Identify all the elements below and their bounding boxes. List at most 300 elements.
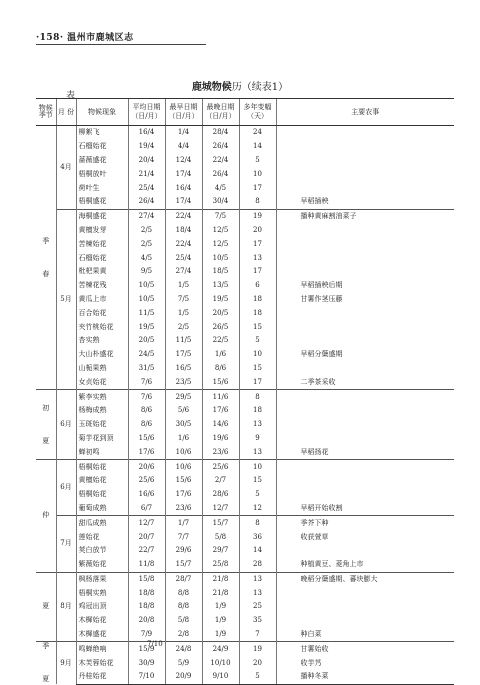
table-row — [36, 320, 454, 334]
range-cell: 15 — [239, 320, 276, 334]
season-mid-summer — [36, 460, 56, 572]
latest-date-cell: 12/5 — [202, 224, 239, 238]
season-char: 仲 — [42, 511, 50, 520]
table-row — [36, 224, 454, 238]
earliest-date-cell: 20/9 — [165, 670, 202, 684]
latest-date-cell: 12/5 — [202, 237, 239, 251]
latest-date-cell: 15/7 — [202, 516, 239, 530]
latest-date-cell: 12/7 — [202, 502, 239, 516]
earliest-date-cell: 5/6 — [165, 404, 202, 418]
farming-cell: 早稻分蘖盛期 — [276, 348, 454, 362]
earliest-date-cell: 2/8 — [165, 628, 202, 642]
table-row — [36, 237, 454, 251]
table-row — [36, 167, 454, 181]
earliest-date-cell: 8/8 — [165, 600, 202, 614]
table-label: 表 — [66, 91, 76, 101]
latest-date-cell: 1/9 — [202, 600, 239, 614]
farming-cell — [276, 140, 454, 154]
phenomenon-cell: 蝉初鸣 — [76, 445, 128, 459]
phenomenon-cell: 杨梅成熟 — [76, 404, 128, 418]
earliest-date-cell: 29/5 — [165, 390, 202, 404]
latest-date-cell: 5/8 — [202, 530, 239, 544]
earliest-date-cell: 17/5 — [165, 348, 202, 362]
range-cell: 20 — [239, 656, 276, 670]
farming-cell — [276, 126, 454, 140]
avg-date-cell: 11/5 — [128, 306, 165, 320]
latest-date-cell: 13/5 — [202, 279, 239, 293]
farming-cell: 晚稻分蘖盛期、蕃块膨大 — [276, 572, 454, 586]
table-row — [36, 572, 454, 586]
range-cell: 25 — [239, 600, 276, 614]
range-cell: 17 — [239, 237, 276, 251]
avg-date-cell: 4/5 — [128, 251, 165, 265]
table-row — [36, 404, 454, 418]
avg-date-cell: 12/7 — [128, 516, 165, 530]
range-cell: 13 — [239, 586, 276, 600]
range-cell: 12 — [239, 502, 276, 516]
earliest-date-cell: 16/5 — [165, 362, 202, 376]
earliest-date-cell: 24/8 — [165, 642, 202, 656]
table-row — [36, 558, 454, 572]
range-cell: 5 — [239, 154, 276, 168]
latest-date-cell: 19/5 — [202, 293, 239, 307]
avg-date-cell: 11/8 — [128, 558, 165, 572]
range-cell: 24 — [239, 126, 276, 140]
phenomenon-cell: 莲始花 — [76, 530, 128, 544]
phenomenon-cell: 梧桐始花 — [76, 488, 128, 502]
earliest-date-cell: 11/5 — [165, 334, 202, 348]
avg-date-cell: 18/8 — [128, 586, 165, 600]
phenomenon-cell: 黄檀始花 — [76, 474, 128, 488]
phenomenon-cell: 梧桐盛花 — [76, 195, 128, 209]
table-row — [36, 375, 454, 389]
farming-cell: 种植黄豆、菱角上市 — [276, 558, 454, 572]
phenomenon-cell: 枇杷果黄 — [76, 265, 128, 279]
phenology-table — [36, 98, 454, 685]
farming-cell — [276, 614, 454, 628]
avg-date-cell: 20/8 — [128, 614, 165, 628]
phenomenon-cell: 梧桐实熟 — [76, 586, 128, 600]
range-cell: 10 — [239, 460, 276, 474]
table-row — [36, 181, 454, 195]
farming-cell — [276, 418, 454, 432]
latest-date-cell: 2/7 — [202, 474, 239, 488]
month-cell: 7月 — [56, 516, 76, 572]
farming-cell — [276, 474, 454, 488]
range-cell: 10 — [239, 348, 276, 362]
phenomenon-cell: 木樨盛花 — [76, 628, 128, 642]
latest-date-cell: 25/6 — [202, 460, 239, 474]
col-avg-date-l1: 平均日期 — [132, 103, 161, 111]
table-row — [36, 362, 454, 376]
season-char: 初 — [42, 403, 50, 412]
phenomenon-cell: 梧桐始花 — [76, 460, 128, 474]
earliest-date-cell: 4/4 — [165, 140, 202, 154]
range-cell: 15 — [239, 362, 276, 376]
table-row — [36, 418, 454, 432]
earliest-date-cell: 17/6 — [165, 488, 202, 502]
phenomenon-cell: 苦楝花残 — [76, 279, 128, 293]
earliest-date-cell: 1/4 — [165, 126, 202, 140]
latest-date-cell: 9/10 — [202, 670, 239, 684]
farming-cell — [276, 224, 454, 238]
earliest-date-cell: 7/5 — [165, 293, 202, 307]
phenomenon-cell: 百合始花 — [76, 306, 128, 320]
table-row — [36, 614, 454, 628]
month-cell: 6月 — [56, 390, 76, 460]
footer-value: 7/10 — [147, 640, 163, 648]
farming-cell: 二季茶采收 — [276, 375, 454, 389]
latest-date-cell: 17/6 — [202, 404, 239, 418]
farming-cell — [276, 154, 454, 168]
phenomenon-cell: 玉斑始花 — [76, 418, 128, 432]
avg-date-cell: 20/5 — [128, 334, 165, 348]
table-row — [36, 306, 454, 320]
latest-date-cell: 28/4 — [202, 126, 239, 140]
earliest-date-cell: 1/6 — [165, 432, 202, 446]
farming-cell — [276, 460, 454, 474]
range-cell: 36 — [239, 530, 276, 544]
avg-date-cell: 8/6 — [128, 404, 165, 418]
phenomenon-cell: 柳絮飞 — [76, 126, 128, 140]
latest-date-cell: 11/6 — [202, 390, 239, 404]
range-cell: 28 — [239, 558, 276, 572]
farming-cell — [276, 265, 454, 279]
latest-date-cell: 10/5 — [202, 251, 239, 265]
phenomenon-cell: 枫杨落果 — [76, 572, 128, 586]
phenomenon-cell: 梧桐放叶 — [76, 167, 128, 181]
latest-date-cell: 1/9 — [202, 628, 239, 642]
earliest-date-cell: 27/4 — [165, 265, 202, 279]
phenomenon-cell: 海桐盛花 — [76, 209, 128, 223]
range-cell: 13 — [239, 418, 276, 432]
month-cell: 4月 — [56, 126, 76, 210]
earliest-date-cell: 7/7 — [165, 530, 202, 544]
range-cell: 17 — [239, 265, 276, 279]
table-row — [36, 209, 454, 223]
col-range-l1: 多年变幅 — [243, 103, 272, 111]
avg-date-cell: 31/5 — [128, 362, 165, 376]
table-row — [36, 195, 454, 209]
season-late — [36, 642, 56, 684]
col-earliest-date — [165, 99, 202, 126]
season-char: 夏 — [42, 675, 50, 684]
latest-date-cell: 18/5 — [202, 265, 239, 279]
farming-cell — [276, 334, 454, 348]
earliest-date-cell: 23/6 — [165, 502, 202, 516]
table-row — [36, 265, 454, 279]
latest-date-cell: 29/7 — [202, 544, 239, 558]
page-header: ·158· 温州市鹿城区志 — [36, 33, 134, 43]
month-cell: 9月 — [56, 642, 76, 684]
farming-cell — [276, 488, 454, 502]
farming-cell — [276, 362, 454, 376]
phenomenon-cell: 鸣蝉绝响 — [76, 642, 128, 656]
farming-cell: 甘薯始收 — [276, 642, 454, 656]
farming-cell — [276, 251, 454, 265]
range-cell: 14 — [239, 544, 276, 558]
range-cell: 19 — [239, 642, 276, 656]
range-cell: 18 — [239, 404, 276, 418]
table-title-bold: 鹿城物候 — [191, 82, 232, 93]
avg-date-cell: 18/8 — [128, 600, 165, 614]
col-latest-l2: （日/月） — [205, 112, 236, 120]
avg-date-cell: 16/4 — [128, 126, 165, 140]
col-latest-l1: 最晚日期 — [206, 103, 235, 111]
farming-cell — [276, 544, 454, 558]
col-avg-date-l2: （日/月） — [131, 112, 162, 120]
phenomenon-cell: 荚白放节 — [76, 544, 128, 558]
avg-date-cell: 16/6 — [128, 488, 165, 502]
season-spring — [36, 126, 56, 390]
earliest-date-cell: 17/4 — [165, 195, 202, 209]
avg-date-cell: 21/4 — [128, 167, 165, 181]
season-char: 季 — [42, 642, 50, 651]
avg-date-cell: 26/4 — [128, 195, 165, 209]
col-phenomenon: 物候现象 — [76, 99, 128, 126]
table-row — [36, 140, 454, 154]
farming-cell — [276, 167, 454, 181]
range-cell: 10 — [239, 167, 276, 181]
earliest-date-cell: 10/6 — [165, 460, 202, 474]
phenomenon-cell: 女贞始花 — [76, 375, 128, 389]
season-char: 季 — [42, 236, 50, 245]
farming-cell — [276, 600, 454, 614]
table-row — [36, 445, 454, 459]
avg-date-cell: 19/4 — [128, 140, 165, 154]
farming-cell — [276, 237, 454, 251]
avg-date-cell: 7/6 — [128, 375, 165, 389]
table-row — [36, 670, 454, 684]
latest-date-cell: 30/4 — [202, 195, 239, 209]
table-header-row — [36, 99, 454, 126]
table-row — [36, 488, 454, 502]
phenomenon-cell: 黄檀发芽 — [76, 224, 128, 238]
earliest-date-cell: 28/7 — [165, 572, 202, 586]
latest-date-cell: 15/6 — [202, 375, 239, 389]
latest-date-cell: 22/4 — [202, 154, 239, 168]
phenomenon-cell: 石榴始花 — [76, 140, 128, 154]
range-cell: 18 — [239, 306, 276, 320]
earliest-date-cell: 1/5 — [165, 279, 202, 293]
table-row — [36, 390, 454, 404]
latest-date-cell: 20/5 — [202, 306, 239, 320]
season-summer — [36, 572, 56, 642]
earliest-date-cell: 5/9 — [165, 656, 202, 670]
farming-cell: 早稻扬花 — [276, 445, 454, 459]
table-row — [36, 530, 454, 544]
farming-cell: 早稻插秧 — [276, 195, 454, 209]
latest-date-cell: 1/6 — [202, 348, 239, 362]
phenomenon-cell: 杏实熟 — [76, 334, 128, 348]
farming-cell: 种白菜 — [276, 628, 454, 642]
earliest-date-cell: 10/6 — [165, 445, 202, 459]
avg-date-cell: 15/6 — [128, 432, 165, 446]
range-cell: 20 — [239, 224, 276, 238]
avg-date-cell: 17/6 — [128, 445, 165, 459]
phenomenon-cell: 丹桂始花 — [76, 670, 128, 684]
farming-cell — [276, 306, 454, 320]
range-cell: 14 — [239, 140, 276, 154]
earliest-date-cell: 15/7 — [165, 558, 202, 572]
phenomenon-cell: 紫李实熟 — [76, 390, 128, 404]
avg-date-cell: 2/5 — [128, 224, 165, 238]
latest-date-cell: 26/4 — [202, 140, 239, 154]
avg-date-cell: 20/4 — [128, 154, 165, 168]
farming-cell: 播种黄麻割油菜子 — [276, 209, 454, 223]
latest-date-cell: 26/5 — [202, 320, 239, 334]
table-row — [36, 502, 454, 516]
latest-date-cell: 25/8 — [202, 558, 239, 572]
table-row — [36, 348, 454, 362]
avg-date-cell: 27/4 — [128, 209, 165, 223]
phenomenon-cell: 黄瓜上市 — [76, 293, 128, 307]
latest-date-cell: 26/4 — [202, 167, 239, 181]
table-row — [36, 432, 454, 446]
range-cell: 17 — [239, 375, 276, 389]
earliest-date-cell: 29/6 — [165, 544, 202, 558]
season-char: 春 — [42, 269, 50, 278]
avg-date-cell: 10/5 — [128, 293, 165, 307]
latest-date-cell: 24/9 — [202, 642, 239, 656]
farming-cell: 甘薯作茎压藤 — [276, 293, 454, 307]
table-row — [36, 544, 454, 558]
range-cell: 5 — [239, 334, 276, 348]
avg-date-cell: 15/9 — [128, 642, 165, 656]
earliest-date-cell: 8/8 — [165, 586, 202, 600]
table-row — [36, 334, 454, 348]
range-cell: 19 — [239, 209, 276, 223]
earliest-date-cell: 12/4 — [165, 154, 202, 168]
avg-date-cell: 20/6 — [128, 460, 165, 474]
range-cell: 18 — [239, 293, 276, 307]
avg-date-cell: 7/6 — [128, 390, 165, 404]
latest-date-cell: 10/10 — [202, 656, 239, 670]
avg-date-cell: 10/5 — [128, 279, 165, 293]
col-earliest-l2: （日/月） — [168, 112, 199, 120]
range-cell: 8 — [239, 516, 276, 530]
earliest-date-cell: 15/6 — [165, 474, 202, 488]
col-range-l2: （天） — [247, 112, 268, 120]
avg-date-cell: 24/5 — [128, 348, 165, 362]
table-row — [36, 154, 454, 168]
latest-date-cell: 7/5 — [202, 209, 239, 223]
avg-date-cell: 19/5 — [128, 320, 165, 334]
earliest-date-cell: 23/5 — [165, 375, 202, 389]
latest-date-cell: 23/6 — [202, 445, 239, 459]
col-range — [239, 99, 276, 126]
season-early-summer — [36, 390, 56, 460]
table-row — [36, 279, 454, 293]
earliest-date-cell: 25/4 — [165, 251, 202, 265]
avg-date-cell: 25/4 — [128, 181, 165, 195]
earliest-date-cell: 5/8 — [165, 614, 202, 628]
phenomenon-cell: 菊芋花到顶 — [76, 432, 128, 446]
avg-date-cell: 8/6 — [128, 418, 165, 432]
col-season: 物候季节 — [36, 99, 56, 126]
earliest-date-cell: 30/5 — [165, 418, 202, 432]
avg-date-cell: 30/9 — [128, 656, 165, 670]
table-row — [36, 642, 454, 656]
phenomenon-cell: 鸡冠出顶 — [76, 600, 128, 614]
range-cell: 15 — [239, 474, 276, 488]
phenomenon-cell: 木芙蓉始花 — [76, 656, 128, 670]
range-cell: 7 — [239, 628, 276, 642]
latest-date-cell: 19/6 — [202, 432, 239, 446]
month-cell: 6月 — [56, 460, 76, 516]
avg-date-cell: 7/9 — [128, 628, 165, 642]
range-cell: 13 — [239, 572, 276, 586]
col-farming: 主要农事 — [276, 99, 454, 126]
latest-date-cell: 8/6 — [202, 362, 239, 376]
season-char: 夏 — [42, 436, 50, 445]
table-title-rest: 历（续表1） — [231, 82, 289, 93]
earliest-date-cell: 17/4 — [165, 167, 202, 181]
earliest-date-cell: 16/4 — [165, 181, 202, 195]
range-cell: 35 — [239, 614, 276, 628]
avg-date-cell: 25/6 — [128, 474, 165, 488]
table-row — [36, 586, 454, 600]
range-cell: 8 — [239, 195, 276, 209]
phenomenon-cell: 山栀果熟 — [76, 362, 128, 376]
col-earliest-l1: 最早日期 — [169, 103, 198, 111]
range-cell: 17 — [239, 181, 276, 195]
phenomenon-cell: 大山朴盛花 — [76, 348, 128, 362]
header-rule — [36, 44, 206, 45]
col-month: 月 份 — [56, 99, 76, 126]
phenomenon-cell: 木樨始花 — [76, 614, 128, 628]
earliest-date-cell: 2/5 — [165, 320, 202, 334]
month-cell: 8月 — [56, 572, 76, 642]
farming-cell: 播种冬菜 — [276, 670, 454, 684]
range-cell: 5 — [239, 670, 276, 684]
farming-cell: 早稻插秧后期 — [276, 279, 454, 293]
latest-date-cell: 22/5 — [202, 334, 239, 348]
range-cell: 9 — [239, 432, 276, 446]
earliest-date-cell: 1/7 — [165, 516, 202, 530]
farming-cell — [276, 432, 454, 446]
farming-cell — [276, 390, 454, 404]
earliest-date-cell: 1/5 — [165, 306, 202, 320]
range-cell: 13 — [239, 251, 276, 265]
latest-date-cell: 14/6 — [202, 418, 239, 432]
farming-cell — [276, 404, 454, 418]
farming-cell: 早稻开始收割 — [276, 502, 454, 516]
avg-date-cell: 20/7 — [128, 530, 165, 544]
table-row — [36, 474, 454, 488]
season-char: 夏 — [42, 602, 50, 611]
phenomenon-cell: 紫薇始花 — [76, 558, 128, 572]
phenomenon-cell: 苦楝始花 — [76, 237, 128, 251]
range-cell: 13 — [239, 445, 276, 459]
avg-date-cell: 2/5 — [128, 237, 165, 251]
avg-date-cell: 9/5 — [128, 265, 165, 279]
table-row — [36, 656, 454, 670]
latest-date-cell: 21/8 — [202, 586, 239, 600]
earliest-date-cell: 18/4 — [165, 224, 202, 238]
avg-date-cell: 22/7 — [128, 544, 165, 558]
latest-date-cell: 1/9 — [202, 614, 239, 628]
farming-cell: 季芥下种 — [276, 516, 454, 530]
month-cell: 5月 — [56, 209, 76, 389]
avg-date-cell: 6/7 — [128, 502, 165, 516]
table-row — [36, 628, 454, 642]
table-row — [36, 126, 454, 140]
farming-cell: 收芋艿 — [276, 656, 454, 670]
latest-date-cell: 4/5 — [202, 181, 239, 195]
phenomenon-cell: 蔷薇盛花 — [76, 154, 128, 168]
latest-date-cell: 28/6 — [202, 488, 239, 502]
